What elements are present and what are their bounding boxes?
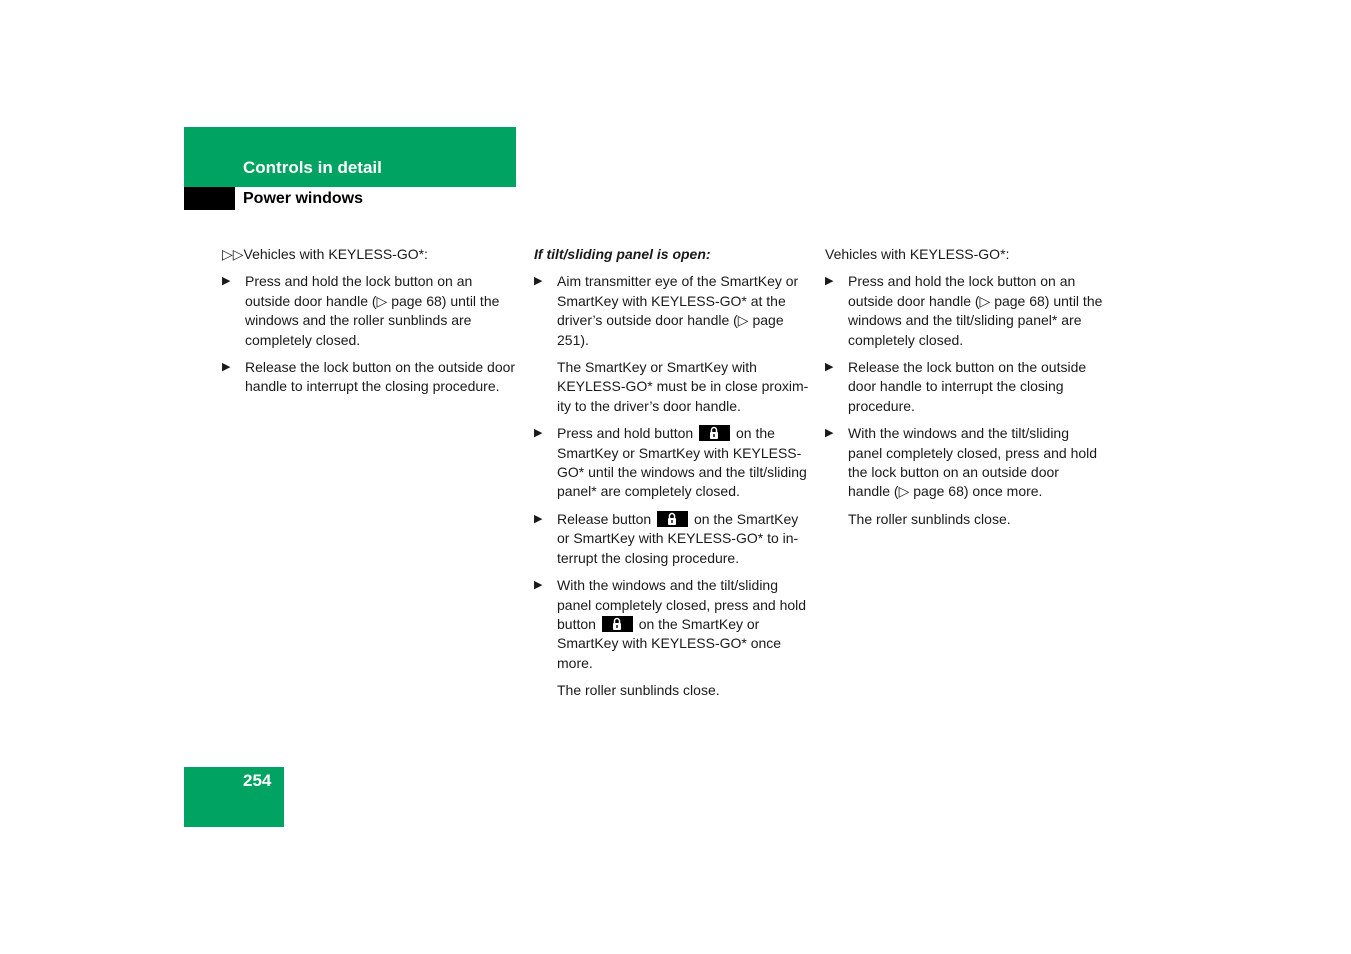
lock-icon xyxy=(699,425,730,441)
step-item xyxy=(222,272,518,350)
step-text: Press and hold button xyxy=(557,425,694,442)
triangle-right-icon: ▶ xyxy=(534,512,543,525)
triangle-right-icon: ▶ xyxy=(825,361,834,374)
step-text: Press and hold the lock button on an outside door handle (▷ page 68) until the windows and the tilt/sliding panel* are completely closed. xyxy=(848,273,1103,348)
triangle-right-icon: ▶ xyxy=(825,427,834,440)
subsection-title: Power windows xyxy=(243,190,364,207)
step-text: Aim transmitter eye of the SmartKey or SmartKey with KEYLESS-GO* at the driver’s outside door handle (▷ page 251). xyxy=(557,273,799,348)
column-right xyxy=(825,245,1103,537)
column-middle-heading: If tilt/sliding panel is open: xyxy=(534,246,711,262)
step-text: Press and hold the lock button on an outside door handle (▷ page 68) until the windows and the roller sunblinds are completely closed. xyxy=(245,273,500,348)
column-left xyxy=(222,245,518,405)
triangle-right-icon: ▶ xyxy=(222,275,231,288)
page-number: 254 xyxy=(243,771,272,790)
step-item xyxy=(825,272,1103,350)
note-text: The SmartKey or SmartKey with KEYLESS-GO* must be in close proxim-ity to the driver’s door handle. xyxy=(557,359,809,414)
triangle-right-icon: ▶ xyxy=(534,579,543,592)
header-band xyxy=(184,127,516,187)
step-text: on the SmartKey or SmartKey with KEYLESS-GO* to in-terrupt the closing procedure. xyxy=(557,510,799,566)
step-text: Release the lock button on the outside door handle to interrupt the closing procedure. xyxy=(245,359,516,395)
step-text: on the SmartKey or SmartKey with KEYLESS-GO* once more. xyxy=(557,615,782,671)
step-text: With the windows and the tilt/sliding panel completely closed, press and hold the lock button on an outside door handle (▷ page 68) once more. xyxy=(848,425,1098,500)
step-text: With the windows and the tilt/sliding panel completely closed, press and hold button xyxy=(557,577,807,632)
step-item xyxy=(534,424,812,502)
step-text: Release button xyxy=(557,510,652,527)
step-item xyxy=(222,358,518,397)
section-tab-marker xyxy=(184,187,235,210)
lock-icon xyxy=(602,616,633,632)
note-text: The roller sunblinds close. xyxy=(848,510,1011,527)
step-item xyxy=(825,424,1103,502)
note-text: The roller sunblinds close. xyxy=(557,682,720,699)
triangle-right-icon: ▶ xyxy=(825,275,834,288)
step-item xyxy=(534,576,812,673)
lock-icon xyxy=(657,511,688,527)
triangle-right-icon: ▶ xyxy=(222,361,231,374)
triangle-right-icon: ▶ xyxy=(534,427,543,440)
column-left-heading: ▷▷Vehicles with KEYLESS-GO*: xyxy=(222,246,428,262)
column-middle xyxy=(534,245,812,709)
section-title: Controls in detail xyxy=(243,158,382,177)
column-right-heading: Vehicles with KEYLESS-GO*: xyxy=(825,246,1010,262)
triangle-right-icon: ▶ xyxy=(534,275,543,288)
step-text: Release the lock button on the outside door handle to interrupt the closing procedure. xyxy=(848,359,1087,414)
step-item xyxy=(534,272,812,350)
step-item xyxy=(534,510,812,568)
step-text: on the SmartKey or SmartKey with KEYLESS-GO* until the windows and the tilt/sliding panel* are completely closed. xyxy=(557,425,807,500)
step-item xyxy=(825,358,1103,416)
